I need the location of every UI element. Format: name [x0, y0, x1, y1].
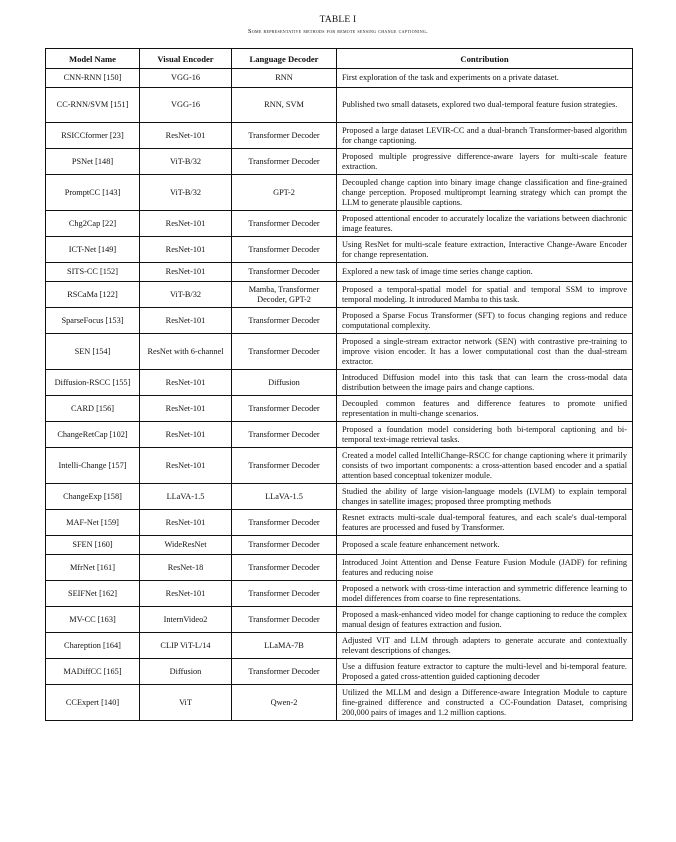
model-name-cell: SEIFNet [162]: [46, 581, 140, 607]
model-name-cell: Chareption [164]: [46, 633, 140, 659]
contribution-cell: Proposed a mask-enhanced video model for change captioning to reduce the complex manual design of features extraction and fusion.: [337, 607, 633, 633]
model-name-cell: MAF-Net [159]: [46, 510, 140, 536]
table-row: [46, 510, 633, 536]
table-row: [46, 237, 633, 263]
model-name-cell: RSICCformer [23]: [46, 123, 140, 149]
contribution-cell: Proposed a network with cross-time interaction and symmetric difference learning to model differences from coarse to fine representations.: [337, 581, 633, 607]
visual-encoder-cell: ResNet-101: [140, 422, 232, 448]
methods-table: [45, 48, 633, 721]
contribution-cell: Proposed attentional encoder to accurately localize the variations between diachronic image features.: [337, 211, 633, 237]
visual-encoder-cell: ResNet-101: [140, 370, 232, 396]
table-title: TABLE I: [319, 15, 357, 25]
language-decoder-cell: Transformer Decoder: [232, 211, 337, 237]
language-decoder-cell: RNN, SVM: [232, 88, 337, 123]
table-row: [46, 659, 633, 685]
language-decoder-cell: Transformer Decoder: [232, 659, 337, 685]
visual-encoder-cell: ResNet-101: [140, 396, 232, 422]
contribution-cell: Proposed a foundation model considering both bi-temporal captioning and bi-temporal text-image retrieval tasks.: [337, 422, 633, 448]
visual-encoder-cell: VGG-16: [140, 69, 232, 88]
contribution-cell: Introduced Diffusion model into this task that can learn the cross-modal data distribution between the image pairs and change captions.: [337, 370, 633, 396]
table-row: [46, 396, 633, 422]
table-row: [46, 263, 633, 282]
model-name-cell: CCExpert [140]: [46, 685, 140, 721]
contribution-cell: Use a diffusion feature extractor to capture the multi-level and bi-temporal feature. Proposed a gated cross-attention guided captioning decoder: [337, 659, 633, 685]
table-row: [46, 581, 633, 607]
table-row: [46, 69, 633, 88]
model-name-cell: Chg2Cap [22]: [46, 211, 140, 237]
language-decoder-cell: Transformer Decoder: [232, 308, 337, 334]
contribution-cell: Proposed a large dataset LEVIR-CC and a dual-branch Transformer-based algorithm for change captioning.: [337, 123, 633, 149]
model-name-cell: SparseFocus [153]: [46, 308, 140, 334]
contribution-cell: Created a model called IntelliChange-RSCC for change captioning where it primarily consists of two important components: a cross-attention based encoder and a spatial attention based conceptual tokenizer module.: [337, 448, 633, 484]
visual-encoder-cell: InternVideo2: [140, 607, 232, 633]
table-row: [46, 175, 633, 211]
visual-encoder-cell: ResNet-101: [140, 123, 232, 149]
model-name-cell: SEN [154]: [46, 334, 140, 370]
visual-encoder-cell: ResNet-101: [140, 448, 232, 484]
header-language-decoder: Language Decoder: [232, 49, 337, 69]
table-row: [46, 633, 633, 659]
visual-encoder-cell: ResNet-101: [140, 308, 232, 334]
visual-encoder-cell: CLIP ViT-L/14: [140, 633, 232, 659]
contribution-cell: Decoupled common features and difference features to promote unified representation in multi-change scenarios.: [337, 396, 633, 422]
visual-encoder-cell: ResNet-101: [140, 510, 232, 536]
contribution-cell: Published two small datasets, explored two dual-temporal feature fusion strategies.: [337, 88, 633, 123]
header-visual-encoder: Visual Encoder: [140, 49, 232, 69]
visual-encoder-cell: LLaVA-1.5: [140, 484, 232, 510]
language-decoder-cell: Transformer Decoder: [232, 149, 337, 175]
language-decoder-cell: Transformer Decoder: [232, 555, 337, 581]
language-decoder-cell: GPT-2: [232, 175, 337, 211]
table-row: [46, 308, 633, 334]
table-row: [46, 555, 633, 581]
contribution-cell: Resnet extracts multi-scale dual-temporal features, and each scale's dual-temporal features are processed and fused by Transformer.: [337, 510, 633, 536]
visual-encoder-cell: ViT-B/32: [140, 175, 232, 211]
model-name-cell: ICT-Net [149]: [46, 237, 140, 263]
contribution-cell: Introduced Joint Attention and Dense Feature Fusion Module (JADF) for refining features and reducing noise: [337, 555, 633, 581]
language-decoder-cell: Transformer Decoder: [232, 607, 337, 633]
contribution-cell: Proposed a single-stream extractor network (SEN) with contrastive pre-training to improve vision encoder. It has a lower computational cost than the dual-stream extractor.: [337, 334, 633, 370]
contribution-cell: Explored a new task of image time series change caption.: [337, 263, 633, 282]
model-name-cell: SFEN [160]: [46, 536, 140, 555]
header-model-name: Model Name: [46, 49, 140, 69]
contribution-cell: Proposed a temporal-spatial model for spatial and temporal SSM to improve temporal modeling. It introduced Mamba to this task.: [337, 282, 633, 308]
visual-encoder-cell: ResNet-101: [140, 237, 232, 263]
model-name-cell: Intelli-Change [157]: [46, 448, 140, 484]
visual-encoder-cell: ResNet with 6-channel: [140, 334, 232, 370]
visual-encoder-cell: VGG-16: [140, 88, 232, 123]
table-row: [46, 88, 633, 123]
language-decoder-cell: Transformer Decoder: [232, 422, 337, 448]
visual-encoder-cell: ResNet-101: [140, 263, 232, 282]
table-row: [46, 334, 633, 370]
table-row: [46, 607, 633, 633]
language-decoder-cell: Transformer Decoder: [232, 448, 337, 484]
visual-encoder-cell: Diffusion: [140, 659, 232, 685]
contribution-cell: Utilized the MLLM and design a Difference-aware Integration Module to capture fine-grained difference and constructed a CC-Foundation Dataset, comprising 200,000 pairs of images and 1.2 million captions.: [337, 685, 633, 721]
visual-encoder-cell: ResNet-101: [140, 211, 232, 237]
table-subtitle: Some representative methods for remote sensing change captioning.: [248, 28, 428, 35]
table-row: [46, 484, 633, 510]
language-decoder-cell: Mamba, Transformer Decoder, GPT-2: [232, 282, 337, 308]
contribution-cell: Adjusted VIT and LLM through adapters to generate accurate and contextually relevant descriptions of changes.: [337, 633, 633, 659]
visual-encoder-cell: ViT-B/32: [140, 149, 232, 175]
table-row: [46, 685, 633, 721]
table-row: [46, 123, 633, 149]
language-decoder-cell: Transformer Decoder: [232, 536, 337, 555]
language-decoder-cell: LLaVA-1.5: [232, 484, 337, 510]
table-row: [46, 536, 633, 555]
language-decoder-cell: Diffusion: [232, 370, 337, 396]
language-decoder-cell: Transformer Decoder: [232, 510, 337, 536]
contribution-cell: Proposed a scale feature enhancement network.: [337, 536, 633, 555]
contribution-cell: Decoupled change caption into binary image change classification and fine-grained change perception. Proposed multiprompt learning strategy which can prompt the LLM to generate plausible captions.: [337, 175, 633, 211]
model-name-cell: ChangeRetCap [102]: [46, 422, 140, 448]
table-row: [46, 282, 633, 308]
language-decoder-cell: Qwen-2: [232, 685, 337, 721]
language-decoder-cell: Transformer Decoder: [232, 581, 337, 607]
table-row: [46, 149, 633, 175]
table-row: [46, 211, 633, 237]
model-name-cell: CC-RNN/SVM [151]: [46, 88, 140, 123]
language-decoder-cell: Transformer Decoder: [232, 263, 337, 282]
header-row: [46, 49, 633, 69]
visual-encoder-cell: ViT: [140, 685, 232, 721]
language-decoder-cell: Transformer Decoder: [232, 123, 337, 149]
contribution-cell: Proposed multiple progressive difference-aware layers for multi-scale feature extraction.: [337, 149, 633, 175]
model-name-cell: Diffusion-RSCC [155]: [46, 370, 140, 396]
model-name-cell: PromptCC [143]: [46, 175, 140, 211]
table-row: [46, 422, 633, 448]
model-name-cell: CNN-RNN [150]: [46, 69, 140, 88]
language-decoder-cell: Transformer Decoder: [232, 334, 337, 370]
model-name-cell: RSCaMa [122]: [46, 282, 140, 308]
header-contribution: Contribution: [337, 49, 633, 69]
visual-encoder-cell: ResNet-18: [140, 555, 232, 581]
model-name-cell: ChangeExp [158]: [46, 484, 140, 510]
model-name-cell: MfrNet [161]: [46, 555, 140, 581]
table-row: [46, 370, 633, 396]
contribution-cell: First exploration of the task and experiments on a private dataset.: [337, 69, 633, 88]
model-name-cell: PSNet [148]: [46, 149, 140, 175]
model-name-cell: SITS-CC [152]: [46, 263, 140, 282]
visual-encoder-cell: ResNet-101: [140, 581, 232, 607]
model-name-cell: MADiffCC [165]: [46, 659, 140, 685]
language-decoder-cell: Transformer Decoder: [232, 237, 337, 263]
contribution-cell: Using ResNet for multi-scale feature extraction, Interactive Change-Aware Encoder for change representation.: [337, 237, 633, 263]
language-decoder-cell: RNN: [232, 69, 337, 88]
language-decoder-cell: Transformer Decoder: [232, 396, 337, 422]
contribution-cell: Studied the ability of large vision-language models (LVLM) to explain temporal changes in satellite images; proposed three prompting methods: [337, 484, 633, 510]
table-row: [46, 448, 633, 484]
visual-encoder-cell: WideResNet: [140, 536, 232, 555]
model-name-cell: MV-CC [163]: [46, 607, 140, 633]
contribution-cell: Proposed a Sparse Focus Transformer (SFT) to focus changing regions and reduce computational complexity.: [337, 308, 633, 334]
visual-encoder-cell: ViT-B/32: [140, 282, 232, 308]
language-decoder-cell: LLaMA-7B: [232, 633, 337, 659]
model-name-cell: CARD [156]: [46, 396, 140, 422]
